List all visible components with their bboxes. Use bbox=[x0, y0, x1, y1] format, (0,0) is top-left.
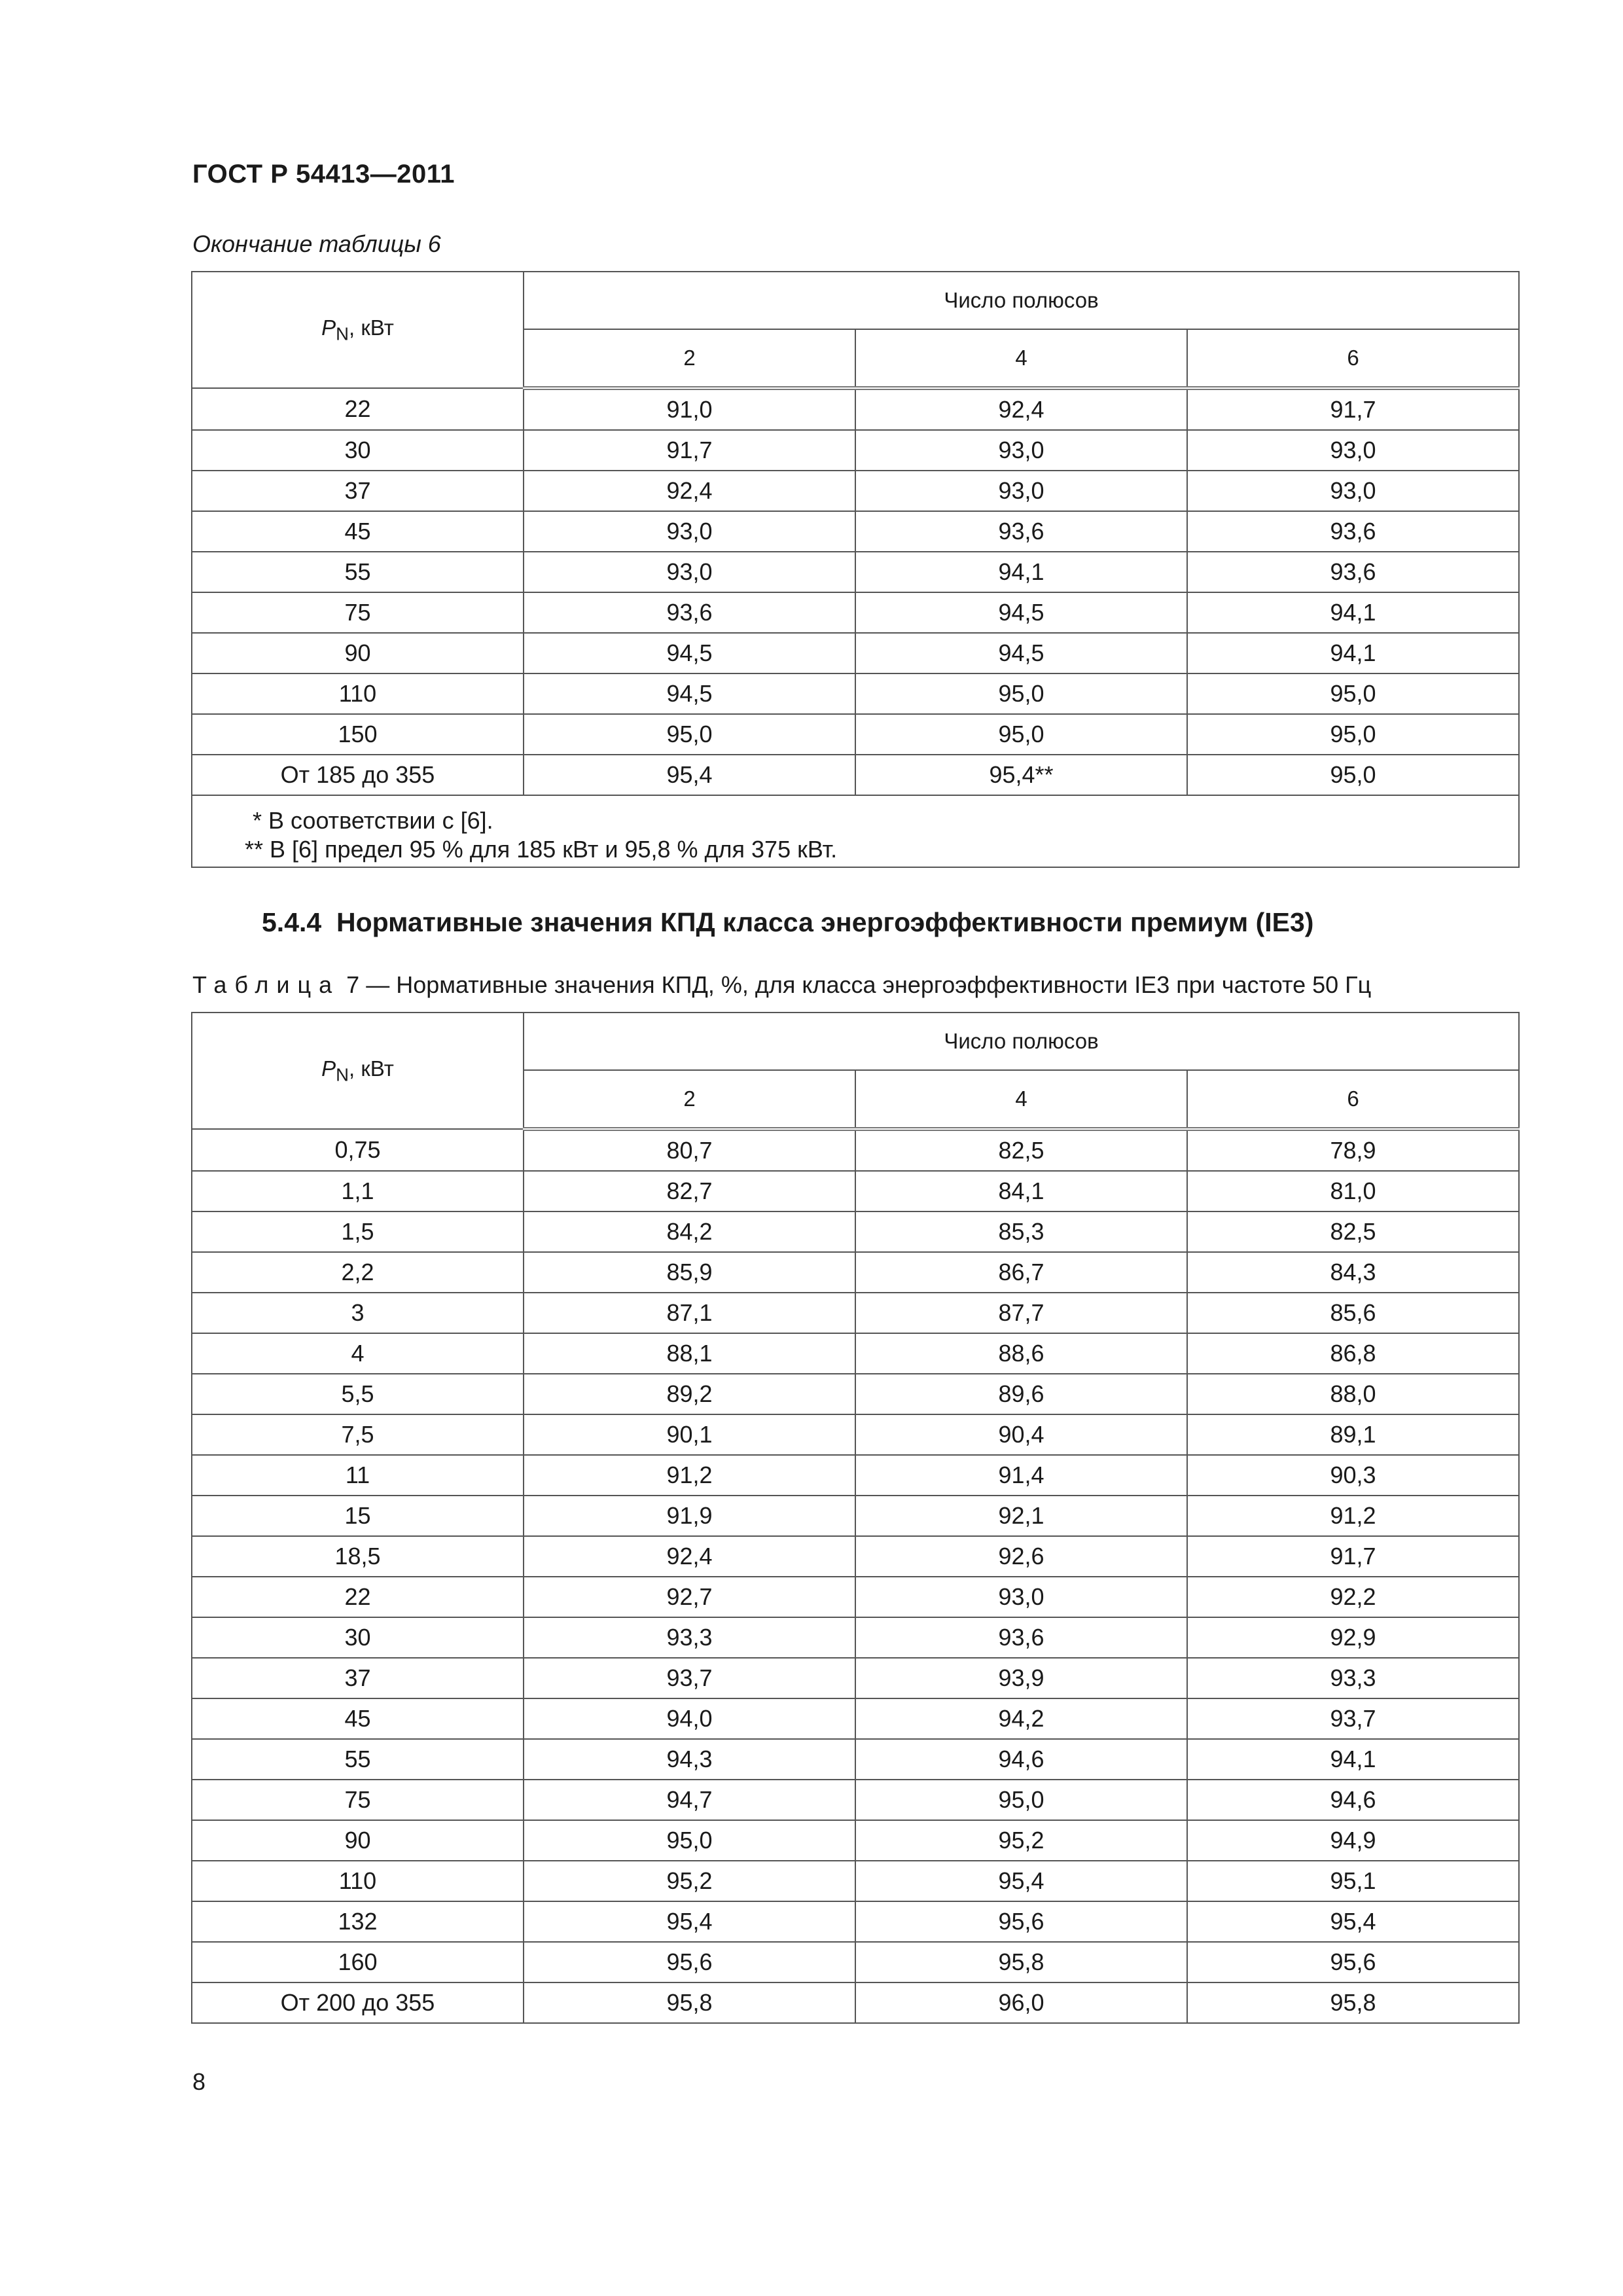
efficiency-cell: 94,5 bbox=[855, 592, 1187, 633]
table-row bbox=[192, 1414, 1519, 1455]
power-cell: 150 bbox=[192, 714, 524, 755]
power-cell: 160 bbox=[192, 1942, 524, 1982]
efficiency-cell: 93,6 bbox=[524, 592, 855, 633]
efficiency-cell: 95,6 bbox=[855, 1901, 1187, 1942]
table-row bbox=[192, 1536, 1519, 1577]
param-unit: , кВт bbox=[349, 315, 394, 340]
table-row bbox=[192, 471, 1519, 511]
table-7 bbox=[191, 1012, 1520, 2024]
efficiency-cell: 93,7 bbox=[1187, 1698, 1519, 1739]
efficiency-cell: 84,2 bbox=[524, 1211, 855, 1252]
efficiency-cell: 91,7 bbox=[1187, 1536, 1519, 1577]
efficiency-cell: 89,1 bbox=[1187, 1414, 1519, 1455]
table-7-body bbox=[192, 1129, 1519, 2023]
efficiency-cell: 94,0 bbox=[524, 1698, 855, 1739]
table-row bbox=[192, 633, 1519, 673]
efficiency-cell: 92,2 bbox=[1187, 1577, 1519, 1617]
efficiency-cell: 95,6 bbox=[524, 1942, 855, 1982]
efficiency-cell: 94,3 bbox=[524, 1739, 855, 1780]
table-row bbox=[192, 388, 1519, 430]
efficiency-cell: 95,2 bbox=[524, 1861, 855, 1901]
power-cell: 75 bbox=[192, 1780, 524, 1820]
table-row bbox=[192, 511, 1519, 552]
efficiency-cell: 93,0 bbox=[855, 1577, 1187, 1617]
efficiency-cell: 95,4 bbox=[855, 1861, 1187, 1901]
power-cell: 90 bbox=[192, 1820, 524, 1861]
table6-continuation-caption: Окончание таблицы 6 bbox=[192, 230, 441, 257]
efficiency-cell: 95,0 bbox=[855, 1780, 1187, 1820]
power-cell: 75 bbox=[192, 592, 524, 633]
efficiency-cell: 87,7 bbox=[855, 1293, 1187, 1333]
efficiency-cell: 93,0 bbox=[1187, 471, 1519, 511]
efficiency-cell: 92,4 bbox=[855, 388, 1187, 430]
efficiency-cell: 93,0 bbox=[855, 471, 1187, 511]
param-subscript: N bbox=[336, 1064, 349, 1085]
pole-header: 4 bbox=[855, 1070, 1187, 1129]
table-row bbox=[192, 430, 1519, 471]
efficiency-cell: 94,1 bbox=[1187, 592, 1519, 633]
pole-header: 2 bbox=[524, 1070, 855, 1129]
table-row bbox=[192, 1293, 1519, 1333]
power-cell: 15 bbox=[192, 1496, 524, 1536]
power-cell: 90 bbox=[192, 633, 524, 673]
efficiency-cell: 81,0 bbox=[1187, 1171, 1519, 1211]
param-subscript: N bbox=[336, 323, 349, 344]
efficiency-cell: 90,1 bbox=[524, 1414, 855, 1455]
efficiency-cell: 94,5 bbox=[855, 633, 1187, 673]
efficiency-cell: 87,1 bbox=[524, 1293, 855, 1333]
efficiency-cell: 94,2 bbox=[855, 1698, 1187, 1739]
efficiency-cell: 91,2 bbox=[524, 1455, 855, 1496]
efficiency-cell: 92,4 bbox=[524, 471, 855, 511]
table-note: ** В [6] предел 95 % для 185 кВт и 95,8 % для 375 кВт. bbox=[245, 836, 838, 863]
pole-header: 6 bbox=[1187, 1070, 1519, 1129]
efficiency-cell: 78,9 bbox=[1187, 1129, 1519, 1171]
efficiency-cell: 93,3 bbox=[524, 1617, 855, 1658]
table-row bbox=[192, 1780, 1519, 1820]
document-header: ГОСТ Р 54413—2011 bbox=[192, 160, 455, 188]
efficiency-cell: 80,7 bbox=[524, 1129, 855, 1171]
efficiency-cell: 91,0 bbox=[524, 388, 855, 430]
pole-header: 6 bbox=[1187, 329, 1519, 388]
efficiency-cell: 82,7 bbox=[524, 1171, 855, 1211]
efficiency-cell: 94,9 bbox=[1187, 1820, 1519, 1861]
power-cell: 45 bbox=[192, 511, 524, 552]
efficiency-cell: 93,6 bbox=[1187, 552, 1519, 592]
efficiency-cell: 85,3 bbox=[855, 1211, 1187, 1252]
efficiency-cell: 85,9 bbox=[524, 1252, 855, 1293]
efficiency-cell: 93,9 bbox=[855, 1658, 1187, 1698]
efficiency-cell: 95,6 bbox=[1187, 1942, 1519, 1982]
section-number: 5.4.4 bbox=[262, 907, 322, 937]
efficiency-cell: 95,1 bbox=[1187, 1861, 1519, 1901]
power-cell: 18,5 bbox=[192, 1536, 524, 1577]
efficiency-cell: 88,1 bbox=[524, 1333, 855, 1374]
efficiency-cell: 93,6 bbox=[855, 511, 1187, 552]
efficiency-cell: 95,4 bbox=[1187, 1901, 1519, 1942]
power-cell: От 200 до 355 bbox=[192, 1982, 524, 2023]
efficiency-cell: 91,9 bbox=[524, 1496, 855, 1536]
efficiency-cell: 94,1 bbox=[1187, 633, 1519, 673]
table-row bbox=[192, 1252, 1519, 1293]
table-row bbox=[192, 1861, 1519, 1901]
efficiency-cell: 95,0 bbox=[524, 1820, 855, 1861]
efficiency-cell: 86,8 bbox=[1187, 1333, 1519, 1374]
efficiency-cell: 91,4 bbox=[855, 1455, 1187, 1496]
efficiency-cell: 85,6 bbox=[1187, 1293, 1519, 1333]
efficiency-cell: 93,0 bbox=[1187, 430, 1519, 471]
efficiency-cell: 92,4 bbox=[524, 1536, 855, 1577]
efficiency-cell: 93,6 bbox=[1187, 511, 1519, 552]
table-note: * В соответствии с [6]. bbox=[253, 807, 493, 834]
power-cell: 5,5 bbox=[192, 1374, 524, 1414]
efficiency-cell: 95,2 bbox=[855, 1820, 1187, 1861]
caption-number: 7 bbox=[346, 971, 360, 998]
power-cell: 37 bbox=[192, 1658, 524, 1698]
table-row bbox=[192, 1658, 1519, 1698]
param-column-header bbox=[192, 272, 524, 388]
table-row bbox=[192, 1129, 1519, 1171]
efficiency-cell: 93,0 bbox=[524, 511, 855, 552]
table-row bbox=[192, 1942, 1519, 1982]
efficiency-cell: 94,5 bbox=[524, 673, 855, 714]
power-cell: 4 bbox=[192, 1333, 524, 1374]
table-row bbox=[192, 1496, 1519, 1536]
table-row bbox=[192, 673, 1519, 714]
caption-text: — Нормативные значения КПД, %, для класса энергоэффективности IE3 при частоте 50 Гц bbox=[359, 971, 1372, 998]
power-cell: 110 bbox=[192, 673, 524, 714]
efficiency-cell: 89,6 bbox=[855, 1374, 1187, 1414]
table-6 bbox=[191, 271, 1520, 868]
power-cell: 30 bbox=[192, 430, 524, 471]
efficiency-cell: 93,0 bbox=[855, 430, 1187, 471]
table-row bbox=[192, 1820, 1519, 1861]
table-row bbox=[192, 1374, 1519, 1414]
efficiency-cell: 95,8 bbox=[524, 1982, 855, 2023]
table-row bbox=[192, 1171, 1519, 1211]
table-row bbox=[192, 755, 1519, 795]
efficiency-cell: 94,6 bbox=[855, 1739, 1187, 1780]
power-cell: 1,1 bbox=[192, 1171, 524, 1211]
efficiency-cell: 96,0 bbox=[855, 1982, 1187, 2023]
param-symbol: P bbox=[321, 315, 336, 340]
efficiency-cell: 95,0 bbox=[524, 714, 855, 755]
power-cell: 30 bbox=[192, 1617, 524, 1658]
efficiency-cell: 95,8 bbox=[855, 1942, 1187, 1982]
table-row bbox=[192, 1698, 1519, 1739]
efficiency-cell: 95,4 bbox=[524, 1901, 855, 1942]
efficiency-cell: 95,8 bbox=[1187, 1982, 1519, 2023]
power-cell: 110 bbox=[192, 1861, 524, 1901]
efficiency-cell: 95,4 bbox=[524, 755, 855, 795]
power-cell: 1,5 bbox=[192, 1211, 524, 1252]
section-title: Нормативные значения КПД класса энергоэффективности премиум (IE3) bbox=[336, 907, 1314, 937]
efficiency-cell: 95,0 bbox=[855, 673, 1187, 714]
power-cell: 22 bbox=[192, 388, 524, 430]
efficiency-cell: 94,6 bbox=[1187, 1780, 1519, 1820]
efficiency-cell: 88,6 bbox=[855, 1333, 1187, 1374]
efficiency-cell: 82,5 bbox=[855, 1129, 1187, 1171]
efficiency-cell: 89,2 bbox=[524, 1374, 855, 1414]
efficiency-cell: 93,3 bbox=[1187, 1658, 1519, 1698]
table-row bbox=[192, 1333, 1519, 1374]
efficiency-cell: 84,1 bbox=[855, 1171, 1187, 1211]
table-row bbox=[192, 1577, 1519, 1617]
efficiency-cell: 92,1 bbox=[855, 1496, 1187, 1536]
table-row bbox=[192, 1739, 1519, 1780]
power-cell: 132 bbox=[192, 1901, 524, 1942]
efficiency-cell: 95,0 bbox=[1187, 755, 1519, 795]
poles-group-header: Число полюсов bbox=[524, 1013, 1519, 1070]
pole-header: 4 bbox=[855, 329, 1187, 388]
efficiency-cell: 88,0 bbox=[1187, 1374, 1519, 1414]
param-column-header bbox=[192, 1013, 524, 1129]
page-number: 8 bbox=[192, 2068, 206, 2095]
efficiency-cell: 94,1 bbox=[1187, 1739, 1519, 1780]
efficiency-cell: 82,5 bbox=[1187, 1211, 1519, 1252]
table-row bbox=[192, 1901, 1519, 1942]
power-cell: 3 bbox=[192, 1293, 524, 1333]
poles-group-header: Число полюсов bbox=[524, 272, 1519, 329]
efficiency-cell: 95,0 bbox=[855, 714, 1187, 755]
power-cell: 7,5 bbox=[192, 1414, 524, 1455]
power-cell: 22 bbox=[192, 1577, 524, 1617]
param-unit: , кВт bbox=[349, 1056, 394, 1081]
pole-header: 2 bbox=[524, 329, 855, 388]
table-row bbox=[192, 714, 1519, 755]
efficiency-cell: 92,6 bbox=[855, 1536, 1187, 1577]
power-cell: 2,2 bbox=[192, 1252, 524, 1293]
efficiency-cell: 86,7 bbox=[855, 1252, 1187, 1293]
efficiency-cell: 84,3 bbox=[1187, 1252, 1519, 1293]
section-heading bbox=[262, 907, 1313, 938]
power-cell: 45 bbox=[192, 1698, 524, 1739]
table-row bbox=[192, 1982, 1519, 2023]
efficiency-cell: 90,3 bbox=[1187, 1455, 1519, 1496]
table-6-notes bbox=[192, 795, 1519, 867]
efficiency-cell: 90,4 bbox=[855, 1414, 1187, 1455]
power-cell: 0,75 bbox=[192, 1129, 524, 1171]
caption-label: Таблица bbox=[192, 971, 340, 998]
efficiency-cell: 95,0 bbox=[1187, 673, 1519, 714]
efficiency-cell: 95,0 bbox=[1187, 714, 1519, 755]
efficiency-cell: 92,7 bbox=[524, 1577, 855, 1617]
power-cell: 55 bbox=[192, 1739, 524, 1780]
table-7-caption bbox=[192, 971, 1371, 999]
table-row bbox=[192, 592, 1519, 633]
param-symbol: P bbox=[321, 1056, 336, 1081]
power-cell: 55 bbox=[192, 552, 524, 592]
efficiency-cell: 93,6 bbox=[855, 1617, 1187, 1658]
efficiency-cell: 94,1 bbox=[855, 552, 1187, 592]
efficiency-cell: 93,7 bbox=[524, 1658, 855, 1698]
power-cell: От 185 до 355 bbox=[192, 755, 524, 795]
table-row bbox=[192, 1211, 1519, 1252]
power-cell: 37 bbox=[192, 471, 524, 511]
efficiency-cell: 94,5 bbox=[524, 633, 855, 673]
efficiency-cell: 92,9 bbox=[1187, 1617, 1519, 1658]
efficiency-cell: 91,2 bbox=[1187, 1496, 1519, 1536]
table-row bbox=[192, 552, 1519, 592]
efficiency-cell: 95,4** bbox=[855, 755, 1187, 795]
table-row bbox=[192, 1617, 1519, 1658]
efficiency-cell: 91,7 bbox=[1187, 388, 1519, 430]
table-6-body bbox=[192, 388, 1519, 795]
efficiency-cell: 94,7 bbox=[524, 1780, 855, 1820]
efficiency-cell: 93,0 bbox=[524, 552, 855, 592]
table-row bbox=[192, 1455, 1519, 1496]
efficiency-cell: 91,7 bbox=[524, 430, 855, 471]
power-cell: 11 bbox=[192, 1455, 524, 1496]
